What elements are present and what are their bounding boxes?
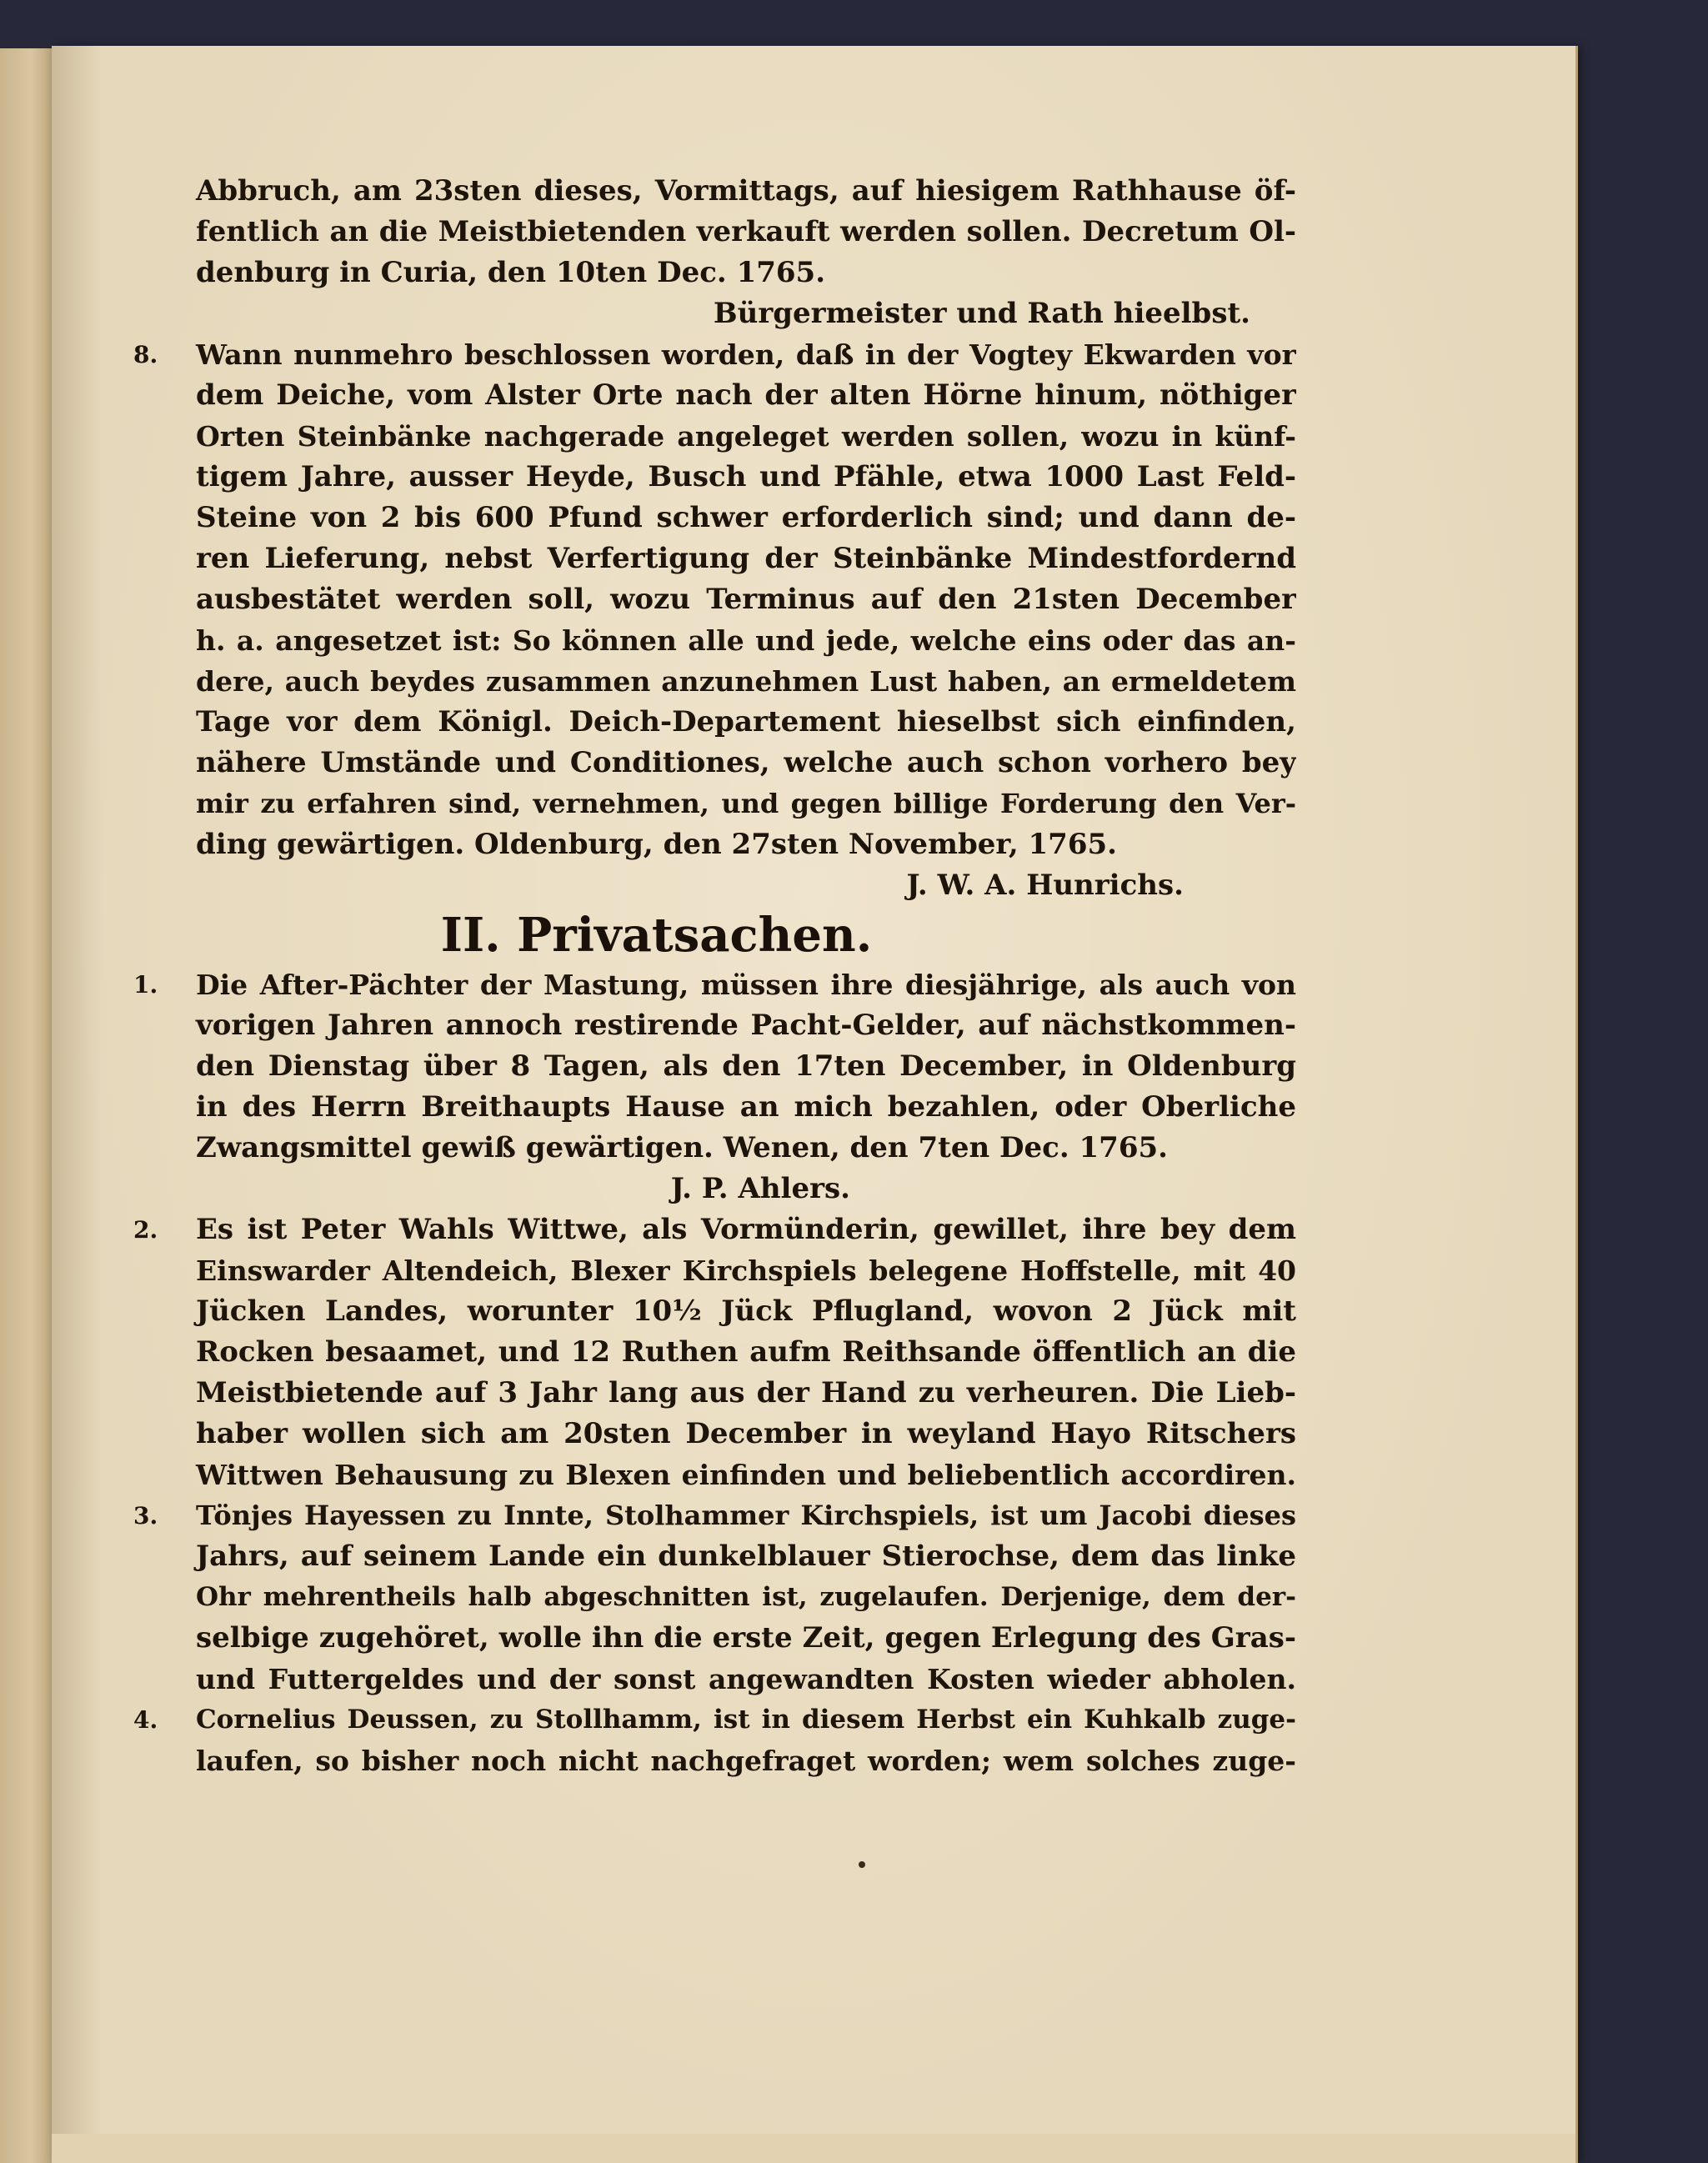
- text-line: mir zu erfahren sind, vernehmen, und gegen billige Forderung den Ver-: [196, 788, 1296, 819]
- text-line: Steine von 2 bis 600 Pfund schwer erforderlich sind; und dann de-: [196, 501, 1296, 534]
- text-line: Jahrs, auf seinem Lande ein dunkelblauer Stierochse, dem das linke: [196, 1540, 1296, 1573]
- text-line: und Futtergeldes und der sonst angewandten Kosten wieder abholen.: [196, 1663, 1296, 1695]
- text-line: tigem Jahre, ausser Heyde, Busch und Pfähle, etwa 1000 Last Feld-: [196, 460, 1296, 493]
- text-line: 4. Cornelius Deussen, zu Stollhamm, ist in diesem Herbst ein Kuhkalb zuge-: [133, 1700, 1296, 1740]
- text-line: fentlich an die Meistbietenden verkauft werden sollen. Decretum Ol-: [196, 215, 1296, 248]
- text-line: Meistbietende auf 3 Jahr lang aus der Hand zu verheuren. Die Lieb-: [196, 1376, 1296, 1409]
- text-line: 8. Wann nunmehro beschlossen worden, daß in der Vogtey Ekwarden vor: [133, 334, 1296, 375]
- text-line: haber wollen sich am 20sten December in weyland Hayo Ritschers: [196, 1417, 1296, 1450]
- text-line: Tage vor dem Königl. Deich-Departement hieselbst sich einfinden,: [196, 705, 1296, 739]
- text-line: nähere Umstände und Conditiones, welche auch schon vorhero bey: [196, 746, 1296, 779]
- page-text: [133, 171, 1296, 1781]
- text-line: laufen, so bisher noch nicht nachgefraget worden; wem solches zuge-: [196, 1745, 1296, 1777]
- text-line: Jücken Landes, worunter 10½ Jück Pflugland, wovon 2 Jück mit: [196, 1294, 1296, 1328]
- text-line: vorigen Jahren annoch restirende Pacht-Gelder, auf nächstkommen-: [196, 1009, 1296, 1042]
- text-line: ausbestätet werden soll, wozu Terminus auf den 21sten December: [196, 583, 1296, 616]
- signature: J. W. A. Hunrichs.: [906, 869, 1184, 902]
- text-line: in des Herrn Breithaupts Hause an mich bezahlen, oder Oberliche: [196, 1090, 1296, 1124]
- text-line: denburg in Curia, den 10ten Dec. 1765.: [196, 256, 826, 289]
- item-number: 4.: [133, 1706, 158, 1734]
- text-line: Rocken besaamet, und 12 Ruthen aufm Reithsande öffentlich an die: [196, 1335, 1296, 1369]
- previous-page-edge: [0, 48, 53, 2163]
- text-line: selbige zugehöret, wolle ihn die erste Zeit, gegen Erlegung des Gras-: [196, 1621, 1296, 1655]
- text-line: Orten Steinbänke nachgerade angeleget werden sollen, wozu in künf-: [196, 420, 1296, 453]
- text-line: Einswarder Altendeich, Blexer Kirchspiels belegene Hoffstelle, mit 40: [196, 1254, 1296, 1287]
- text-line: dere, auch beydes zusammen anzunehmen Lust haben, an ermeldetem: [196, 665, 1296, 698]
- signature: Bürgermeister und Rath hieelbst.: [713, 297, 1250, 330]
- page-bottom: [52, 2134, 1575, 2163]
- text-line: dem Deiche, vom Alster Orte nach der alten Hörne hinum, nöthiger: [196, 378, 1296, 412]
- signature: J. P. Ahlers.: [670, 1172, 850, 1205]
- item-number: 3.: [133, 1502, 158, 1530]
- text-line: h. a. angesetzet ist: So können alle und jede, welche eins oder das an-: [196, 624, 1296, 657]
- section-heading: II. Privatsachen.: [440, 908, 873, 963]
- item-number: 2.: [133, 1216, 158, 1244]
- text-line: 2. Es ist Peter Wahls Wittwe, als Vormünderin, gewillet, ihre bey dem: [133, 1209, 1296, 1250]
- text-line: 1. Die After-Pächter der Mastung, müssen ihre diesjährige, als auch von: [133, 964, 1296, 1005]
- item-number: 1.: [133, 971, 158, 999]
- item-number: 8.: [133, 341, 158, 368]
- text-line: Zwangsmittel gewiß gewärtigen. Wenen, den 7ten Dec. 1765.: [196, 1131, 1168, 1164]
- ink-dot: [859, 1861, 865, 1868]
- text-line: Abbruch, am 23sten dieses, Vormittags, auf hiesigem Rathhause öf-: [196, 174, 1296, 208]
- text-line: Wittwen Behausung zu Blexen einfinden und beliebentlich accordiren.: [196, 1459, 1296, 1491]
- text-line: den Dienstag über 8 Tagen, als den 17ten December, in Oldenburg: [196, 1049, 1296, 1083]
- text-line: 3. Tönjes Hayessen zu Innte, Stolhammer Kirchspiels, ist um Jacobi dieses: [133, 1495, 1296, 1536]
- text-line: ren Lieferung, nebst Verfertigung der Steinbänke Mindestfordernd: [196, 542, 1296, 575]
- text-line: Ohr mehrentheils halb abgeschnitten ist, zugelaufen. Derjenige, dem der-: [196, 1582, 1296, 1612]
- text-line: ding gewärtigen. Oldenburg, den 27sten November, 1765.: [196, 828, 1117, 861]
